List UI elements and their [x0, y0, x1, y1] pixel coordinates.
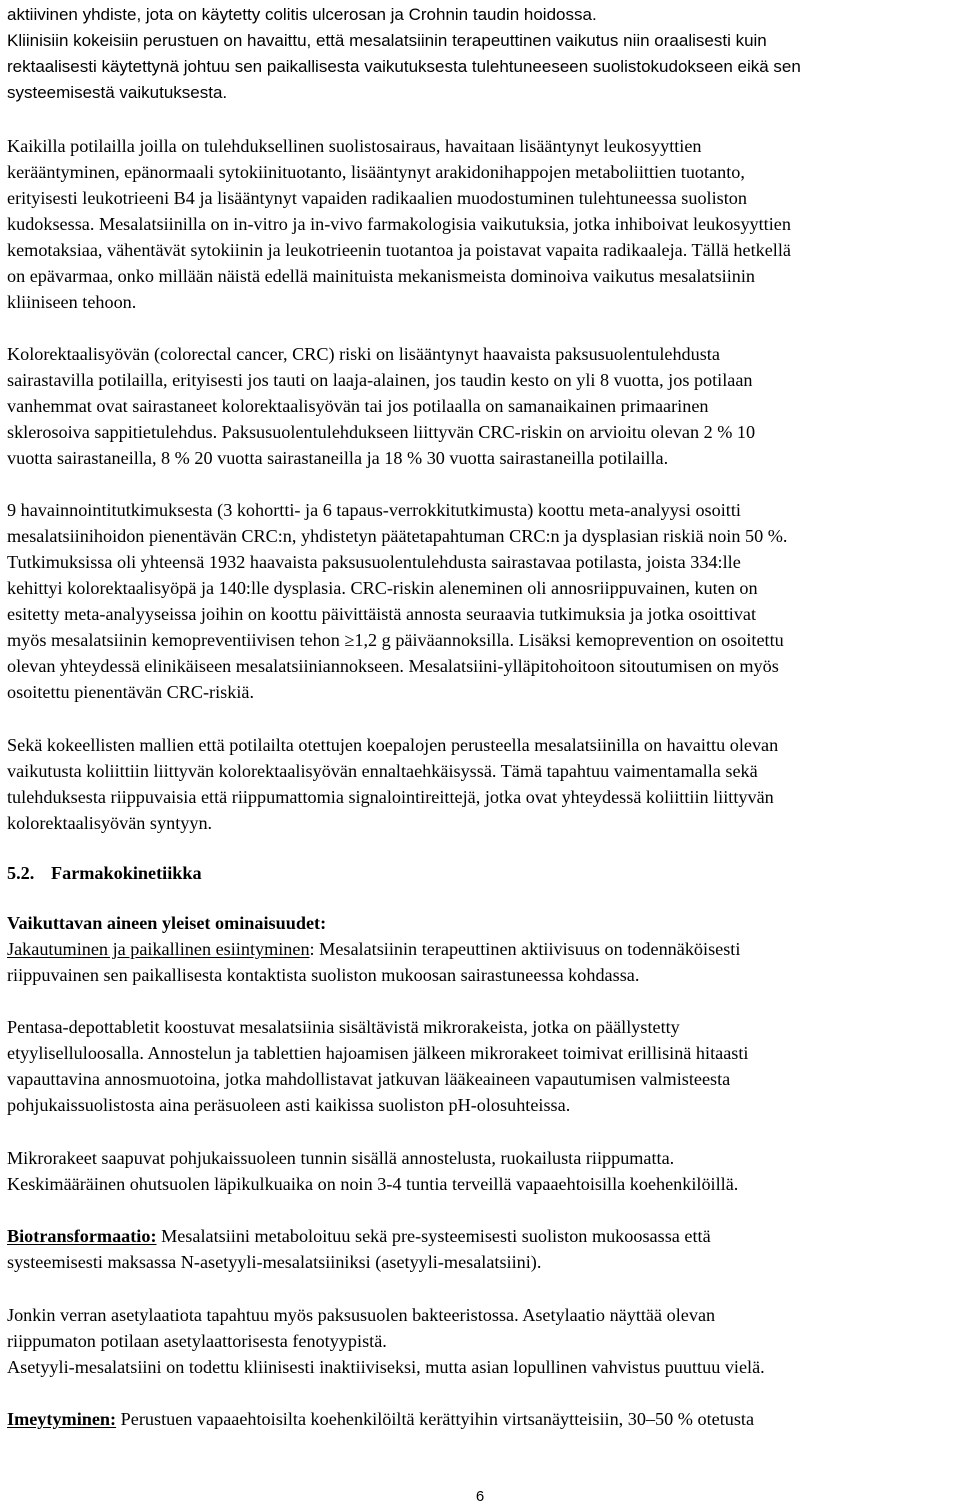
distribution-line: riippuvainen sen paikallisesta kontaktista suoliston mukoosan sairastuneessa kohdassa.	[7, 965, 640, 985]
transit-line: Keskimääräinen ohutsuolen läpikulkuaika on noin 3-4 tuntia terveillä vapaaehtoisilla koehenkilöillä.	[7, 1174, 739, 1194]
pentasa-line: pohjukaissuolistosta aina peräsuoleen asti kaikissa suoliston pH-olosuhteissa.	[7, 1095, 571, 1115]
meta-analysis-line: 9 havainnointitutkimuksesta (3 kohortti- ja 6 tapaus-verrokkitutkimusta) koottu meta-analyysi osoitti	[7, 500, 741, 520]
intro-line: systeemisestä vaikutuksesta.	[7, 83, 228, 102]
biotransformation-text: Mesalatsiini metaboloituu sekä pre-systeemisesti suoliston mukoosassa että	[156, 1226, 711, 1246]
meta-analysis-line: kehittyi kolorektaalisyöpä ja 140:lle dysplasia. CRC-riskin aleneminen oli annosriippuvainen, kuten on	[7, 578, 758, 598]
mechanism-line: Kaikilla potilailla joilla on tulehduksellinen suolistosairaus, havaitaan lisääntynyt leukosyyttien	[7, 136, 702, 156]
distribution-line	[7, 936, 740, 962]
intro-line: Kliinisiin kokeisiin perustuen on havaittu, että mesalatsiinin terapeuttinen vaikutus niin oraalisesti kuin	[7, 31, 767, 50]
mechanism-line: on epävarmaa, onko millään näistä edellä mainituista mekanismeista dominoiva vaikutus mesalatsiinin	[7, 266, 756, 286]
crc-risk-line: vanhemmat ovat sairastaneet kolorektaalisyövän tai jos potilaalla on samanaikainen primaarinen	[7, 396, 709, 416]
biopsy-line: Sekä kokeellisten mallien että potilailta otettujen koepalojen perusteella mesalatsiinilla on havaittu olevan	[7, 735, 779, 755]
distribution-text: : Mesalatsiinin terapeuttinen aktiivisuus on todennäköisesti	[309, 939, 741, 959]
section-number: 5.2.	[7, 863, 35, 883]
biotransformation-line	[7, 1223, 711, 1249]
distribution-label: Jakautuminen ja paikallinen esiintyminen	[7, 939, 310, 959]
transit-line: Mikrorakeet saapuvat pohjukaissuoleen tunnin sisällä annostelusta, ruokailusta riippumatta.	[7, 1148, 675, 1168]
mechanism-line: kerääntyminen, epänormaali sytokiinituotanto, lisääntynyt arakidonihappojen metaboliittien tuotanto,	[7, 162, 745, 182]
page-number: 6	[475, 1488, 485, 1505]
meta-analysis-line: esitetty meta-analyyseissa joihin on koottu päivittäistä annosta seuraavia tutkimuksia ja jotka osoittivat	[7, 604, 757, 624]
mechanism-line: kudoksessa. Mesalatsiinilla on in-vitro ja in-vivo farmakologisia vaikutuksia, jotka inhiboivat leukosyyttien	[7, 214, 791, 234]
meta-analysis-line: Tutkimuksissa oli yhteensä 1932 haavaista paksusuolentulehdusta sairastavaa potilasta, joista 334:lle	[7, 552, 741, 572]
meta-analysis-line: osoitettu pienentävän CRC-riskiä.	[7, 682, 255, 702]
meta-analysis-line: olevan yhteydessä elinikäiseen mesalatsiiniannokseen. Mesalatsiini-ylläpitohoitoon sitoutumisen on myös	[7, 656, 779, 676]
biotransformation-line: systeemisesti maksassa N-asetyyli-mesalatsiiniksi (asetyyli-mesalatsiini).	[7, 1252, 542, 1272]
general-heading: Vaikuttavan aineen yleiset ominaisuudet:	[7, 913, 327, 933]
pentasa-line: vapauttavina annosmuotoina, jotka mahdollistavat jatkuvan lääkeaineen vapautumisen valmisteesta	[7, 1069, 731, 1089]
section-heading	[7, 860, 202, 886]
acetylation-line: riippumaton potilaan asetylaattorisesta fenotyypistä.	[7, 1331, 387, 1351]
meta-analysis-line: mesalatsiinihoidon pienentävän CRC:n, yhdistetyn päätetapahtuman CRC:n ja dysplasian riskiä noin 50 %.	[7, 526, 788, 546]
absorption-text: Perustuen vapaaehtoisilta koehenkilöiltä kerättyihin virtsanäytteisiin, 30–50 % otetusta	[116, 1409, 755, 1429]
intro-line: aktiivinen yhdiste, jota on käytetty colitis ulcerosan ja Crohnin taudin hoidossa.	[7, 5, 597, 24]
acetylation-line: Asetyyli-mesalatsiini on todettu kliinisesti inaktiiviseksi, mutta asian lopullinen vahvistus puuttuu vielä.	[7, 1357, 765, 1377]
mechanism-line: kliiniseen tehoon.	[7, 292, 137, 312]
absorption-line	[7, 1406, 754, 1432]
biopsy-line: kolorektaalisyövän syntyyn.	[7, 813, 213, 833]
biotransformation-label: Biotransformaatio:	[7, 1226, 157, 1246]
crc-risk-line: sairastavilla potilailla, erityisesti jos tauti on laaja-alainen, jos taudin kesto on yli 8 vuotta, jos potilaan	[7, 370, 753, 390]
crc-risk-line: sklerosoiva sappitietulehdus. Paksusuolentulehdukseen liittyvän CRC-riskin on arvioitu olevan 2 % 10	[7, 422, 756, 442]
intro-line: rektaalisesti käytettynä johtuu sen paikallisesta vaikutuksesta tulehtuneeseen suolistokudokseen eikä sen	[7, 57, 801, 76]
biopsy-line: tulehduksesta riippuvaisia että riippumattomia signalointireittejä, jotka ovat yhteydessä koliittiin liittyvän	[7, 787, 774, 807]
acetylation-line: Jonkin verran asetylaatiota tapahtuu myös paksusuolen bakteeristossa. Asetylaatio näyttää olevan	[7, 1305, 716, 1325]
meta-analysis-line: myös mesalatsiinin kemopreventiivisen tehon ≥1,2 g päiväannoksilla. Lisäksi kemoprevention on osoitettu	[7, 630, 784, 650]
section-title: Farmakokinetiikka	[51, 863, 202, 883]
absorption-label: Imeytyminen:	[7, 1409, 117, 1429]
biopsy-line: vaikutusta koliittiin liittyvän kolorektaalisyövän ennaltaehkäisyssä. Tämä tapahtuu vaimentamalla sekä	[7, 761, 758, 781]
mechanism-line: erityisesti leukotrieeni B4 ja lisääntynyt vapaiden radikaalien muodostuminen tulehtuneessa suoliston	[7, 188, 747, 208]
crc-risk-line: vuotta sairastaneilla, 8 % 20 vuotta sairastaneilla ja 18 % 30 vuotta sairastaneilla potilailla.	[7, 448, 669, 468]
pentasa-line: Pentasa-depottabletit koostuvat mesalatsiinia sisältävistä mikrorakeista, jotka on päällystetty	[7, 1017, 680, 1037]
mechanism-line: kemotaksiaa, vähentävät sytokiinin ja leukotrieenin tuotantoa ja poistavat vapaita radikaaleja. Tällä hetkellä	[7, 240, 791, 260]
crc-risk-line: Kolorektaalisyövän (colorectal cancer, CRC) riski on lisääntynyt haavaista paksusuolentulehdusta	[7, 344, 720, 364]
pentasa-line: etyyliselluloosalla. Annostelun ja tablettien hajoamisen jälkeen mikrorakeet toimivat erillisinä hitaasti	[7, 1043, 749, 1063]
